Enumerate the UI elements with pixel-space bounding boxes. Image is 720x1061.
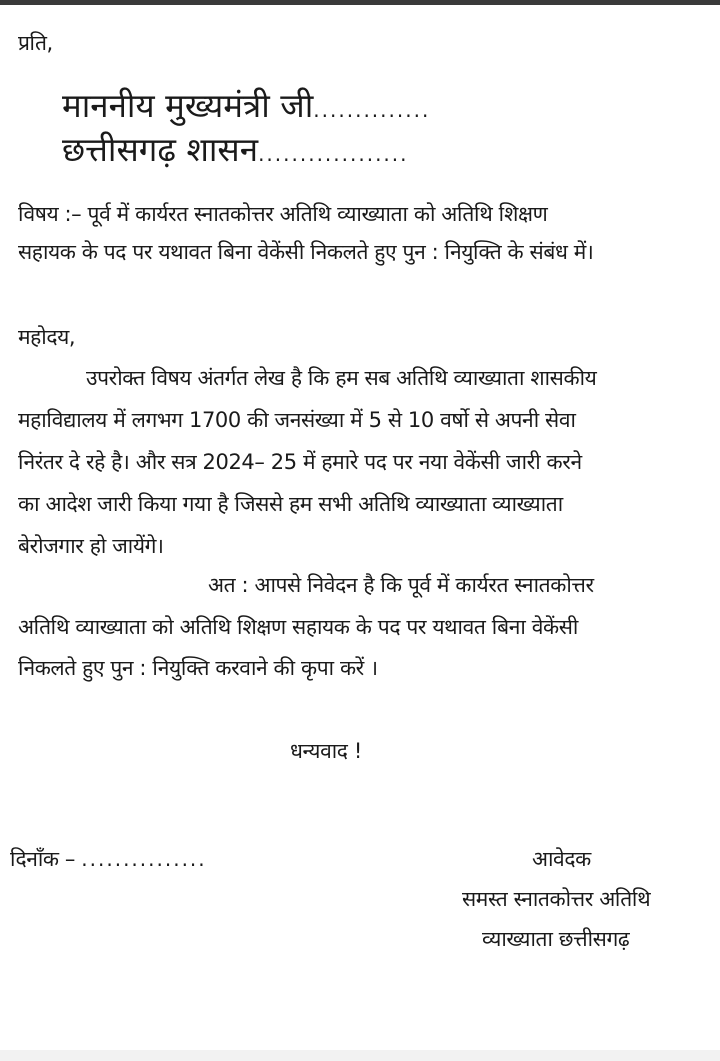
subject-line-1: विषय :– पूर्व में कार्यरत स्नातकोत्तर अतिथि व्याख्याता को अतिथि शिक्षण	[18, 202, 548, 226]
recipient-title: माननीय मुख्यमंत्री जी	[62, 86, 314, 125]
body1-line-1: उपरोक्त विषय अंतर्गत लेख है कि हम सब अतिथि व्याख्याता शासकीय	[86, 366, 597, 390]
thanks: धन्यवाद !	[290, 739, 362, 763]
body1-line-5: बेरोजगार हो जायेंगे।	[18, 534, 164, 558]
applicant-line-2: व्याख्याता छत्तीसगढ़	[482, 927, 630, 951]
date-label: दिनाँक –	[10, 847, 75, 871]
body2-line-1: अत : आपसे निवेदन है कि पूर्व में कार्यरत स्नातकोत्तर	[208, 573, 594, 597]
applicant-label: आवेदक	[532, 847, 591, 871]
recipient-dots-1: ..............	[313, 98, 431, 122]
applicant-line-1: समस्त स्नातकोत्तर अतिथि	[462, 887, 651, 911]
greeting: महोदय,	[18, 325, 76, 349]
bottom-edge-bar	[0, 1050, 720, 1061]
subject-line-2: सहायक के पद पर यथावत बिना वेकेंसी निकलते हुए पुन : नियुक्ति के संबंध में।	[18, 240, 594, 264]
date-dots: ...............	[81, 847, 207, 871]
recipient-dots-2: ..................	[258, 142, 409, 166]
body1-line-4: का आदेश जारी किया गया है जिससे हम सभी अतिथि व्याख्याता व्याख्याता	[18, 492, 563, 516]
top-edge-bar	[0, 0, 720, 5]
body2-line-2: अतिथि व्याख्याता को अतिथि शिक्षण सहायक के पद पर यथावत बिना वेकेंसी	[18, 615, 578, 639]
date-line	[10, 844, 207, 874]
recipient-line-1	[62, 84, 430, 132]
body1-line-3: निरंतर दे रहे है। और सत्र 2024– 25 में हमारे पद पर नया वेकेंसी जारी करने	[18, 450, 582, 474]
recipient-government: छत्तीसगढ़ शासन	[62, 130, 259, 169]
body2-line-3: निकलते हुए पुन : नियुक्ति करवाने की कृपा करें ।	[18, 656, 378, 680]
salutation-to: प्रति,	[18, 31, 53, 55]
recipient-line-2	[62, 128, 409, 176]
body1-line-2: महाविद्यालय में लगभग 1700 की जनसंख्या में 5 से 10 वर्षो से अपनी सेवा	[18, 408, 576, 432]
